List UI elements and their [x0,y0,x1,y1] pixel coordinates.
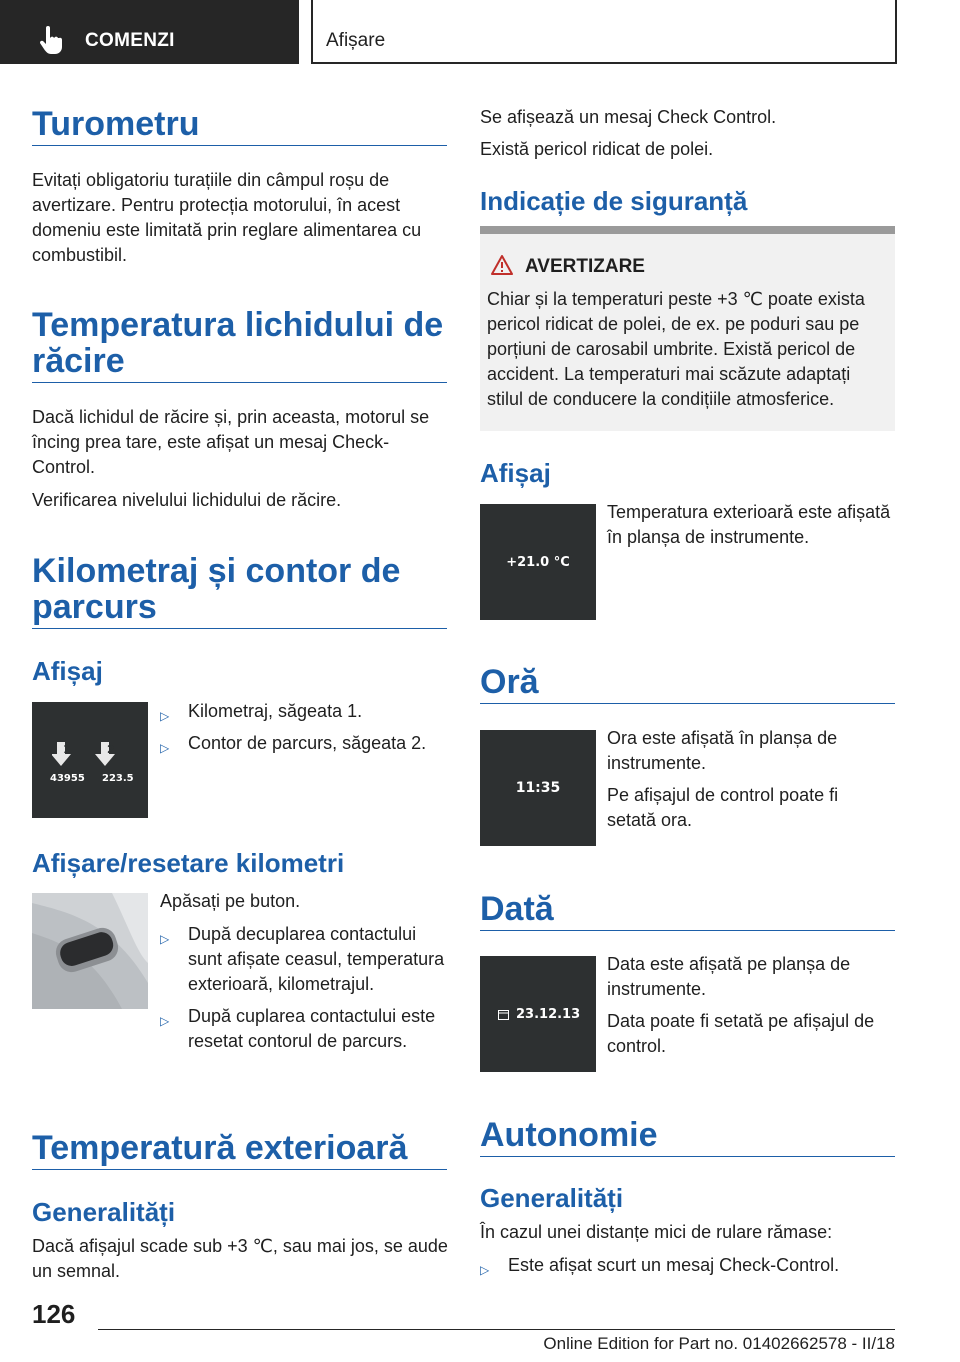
bullet-triangle-icon: ▷ [480,1263,490,1277]
heading-outside-temp: Temperatură exterioară [32,1129,408,1167]
subheading-afisaj-right: Afișaj [480,458,551,488]
heading-ora: Oră [480,663,539,701]
heading-rule [32,1169,447,1170]
heading-rule [32,628,447,629]
list-item: ▷ Kilometraj, săgeata 1. [160,699,460,725]
page-number: 126 [32,1299,76,1329]
heading-odometer-line1: Kilometraj și contor de [32,552,401,590]
bullet-triangle-icon: ▷ [160,932,170,946]
list-item: ▷ Este afișat scurt un mesaj Check-Control. [480,1253,895,1279]
bullet-triangle-icon: ▷ [160,709,170,723]
list-item: ▷ După decuplarea contactului sunt afișate ceasul, temperatura exterioară, kilometrajul. [160,924,445,994]
heading-turometru: Turometru [32,105,200,143]
list-item: ▷ După cuplarea contactului este resetat contorul de parcurs. [160,1006,436,1051]
edition-text: Online Edition for Part no. 01402662578 - II/18 [543,1334,895,1353]
chapter-tab[interactable] [0,0,299,64]
heading-rule [32,145,447,146]
arrow-2-label: 2 [107,743,115,756]
warning-bar [480,226,895,234]
ora-body: Ora este afișată în planșa de instrumente. [607,728,838,773]
reset-button-image [32,893,148,1009]
heading-rule [480,703,895,704]
data-set-text: Data poate fi setată pe afișajul de control. [607,1011,875,1056]
trip-value: 223.5 [102,773,134,784]
arrow-1-label: 1 [63,743,71,756]
coolant-check-text: Verificarea nivelului lichidului de răcire. [32,490,342,510]
temperature-display-value: +21.0 °C [506,555,570,570]
coolant-body: Dacă lichidul de răcire și, prin aceasta, motorul se încing prea tare, este afișat un mesaj Check-Control. [32,407,430,477]
bullet-triangle-icon: ▷ [160,741,170,755]
odometer-value: 43955 [50,773,85,784]
subheading-generalitati-right: Generalități [480,1183,624,1213]
heading-coolant-line2: răcire [32,342,125,380]
odometer-display-image [32,702,148,818]
hand-pointer-icon [38,26,64,54]
section-label: Afișare [326,30,386,51]
temperature-display-image [480,504,596,620]
turometru-body: Evitați obligatoriu turațiile din câmpul roșu de avertizare. Pentru protecția motorului, în acest domeniu este limitată prin reglare alimentarea cu combustibil. [32,170,422,265]
bullet-triangle-icon: ▷ [160,1014,170,1028]
subheading-reset: Afișare/resetare kilometri [32,848,345,878]
subheading-afisaj: Afișaj [32,656,103,686]
ice-risk-text: Există pericol ridicat de polei. [480,139,714,159]
subheading-generalitati: Generalități [32,1197,176,1227]
footer-rule [98,1329,895,1330]
warning-label: AVERTIZARE [525,256,645,277]
heading-rule [480,1156,895,1157]
date-display-value: 23.12.13 [516,1007,581,1022]
ora-set-text: Pe afișajul de control poate fi setată ora. [607,785,839,830]
heading-rule [32,382,447,383]
calendar-icon [498,1009,509,1020]
clock-display-value: 11:35 [515,780,561,796]
reset-button-illustration [32,893,148,1009]
subheading-safety: Indicație de siguranță [480,186,748,216]
check-control-text: Se afișează un mesaj Check Control. [480,107,777,127]
chapter-label: COMENZI [85,30,175,51]
outside-temp-body: Dacă afișajul scade sub +3 ℃, sau mai jos, se aude un semnal. [32,1236,448,1281]
warning-body: Chiar și la temperaturi peste +3 ℃ poate exista pericol ridicat de polei, de ex. pe poduri sau pe porțiuni de carosabil umbrite. Există pericol de accident. La temperaturi mai scăzute adaptați stilul de conducere la condițiile atmosferice. [487,289,865,409]
heading-odometer-line2: parcurs [32,588,157,626]
section-header [311,0,897,64]
list-item: ▷ Contor de parcurs, săgeata 2. [160,731,460,757]
heading-coolant-line1: Temperatura lichidului de [32,306,444,344]
autonomie-body: În cazul unei distanțe mici de rulare rămase: [480,1222,833,1242]
warning-box [480,226,895,431]
data-body: Data este afișată pe planșa de instrumente. [607,954,851,999]
reset-intro: Apăsați pe buton. [160,891,301,911]
date-display-image [480,956,596,1072]
heading-autonomie: Autonomie [480,1116,658,1154]
heading-rule [480,930,895,931]
clock-display-image [480,730,596,846]
afisaj-body: Temperatura exterioară este afișată în planșa de instrumente. [607,502,891,547]
warning-triangle-icon [490,254,514,276]
heading-data: Dată [480,890,554,928]
